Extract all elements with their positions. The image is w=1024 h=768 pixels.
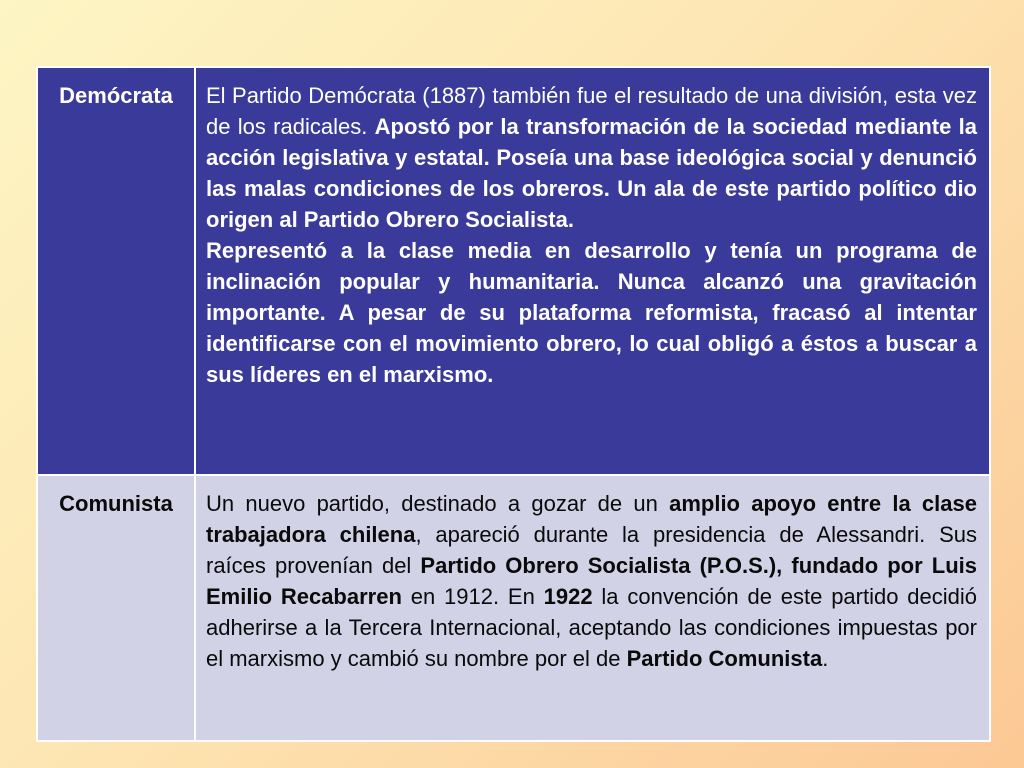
description-text-plain: El Partido Demócrata (1887) también fue el resultado de una división, esta vez de los radicales. (206, 83, 977, 139)
description-text-bold: Partido Obrero Socialista (P.O.S.), fundado por Luis Emilio Recabarren (206, 553, 977, 609)
description-text-plain: la convención de este partido decidió adherirse a la Tercera Internacional, aceptando las condiciones impuestas por el marxismo y cambió su nombre por el de (206, 584, 977, 671)
description-paragraph-1 (206, 80, 977, 235)
table-row-comunista (37, 475, 990, 741)
table-row-democrata (37, 67, 990, 475)
parties-table (36, 66, 991, 742)
party-name-comunista: Comunista (37, 475, 195, 741)
description-text-plain: en 1912. En (401, 584, 544, 609)
party-name-democrata: Demócrata (37, 67, 195, 475)
description-text-bold: Partido Comunista (626, 646, 823, 671)
description-text-bold: Apostó por la transformación de la sociedad mediante la acción legislativa y estatal. Poseía una base ideológica social y denunció las malas condiciones de los obreros. Un ala de este partido político dio origen al Partido Obrero Socialista. (206, 114, 977, 232)
description-text-bold: 1922 (543, 584, 593, 609)
party-description-comunista (195, 475, 990, 741)
description-paragraph-2 (206, 235, 977, 390)
description-text-plain: . (822, 646, 829, 671)
description-text-bold: amplio apoyo entre la clase trabajadora chilena (206, 491, 977, 547)
description-text-plain: , apareció durante la presidencia de Alessandri. Sus raíces provenían del (206, 522, 977, 578)
description-text-bold: Representó a la clase media en desarrollo y tenía un programa de inclinación popular y humanitaria. Nunca alcanzó una gravitación importante. A pesar de su plataforma reformista, fracasó al intentar identificarse con el movimiento obrero, lo cual obligó a éstos a buscar a sus líderes en el marxismo. (206, 238, 977, 387)
party-description-democrata (195, 67, 990, 475)
description-text-plain: Un nuevo partido, destinado a gozar de un (206, 491, 670, 516)
